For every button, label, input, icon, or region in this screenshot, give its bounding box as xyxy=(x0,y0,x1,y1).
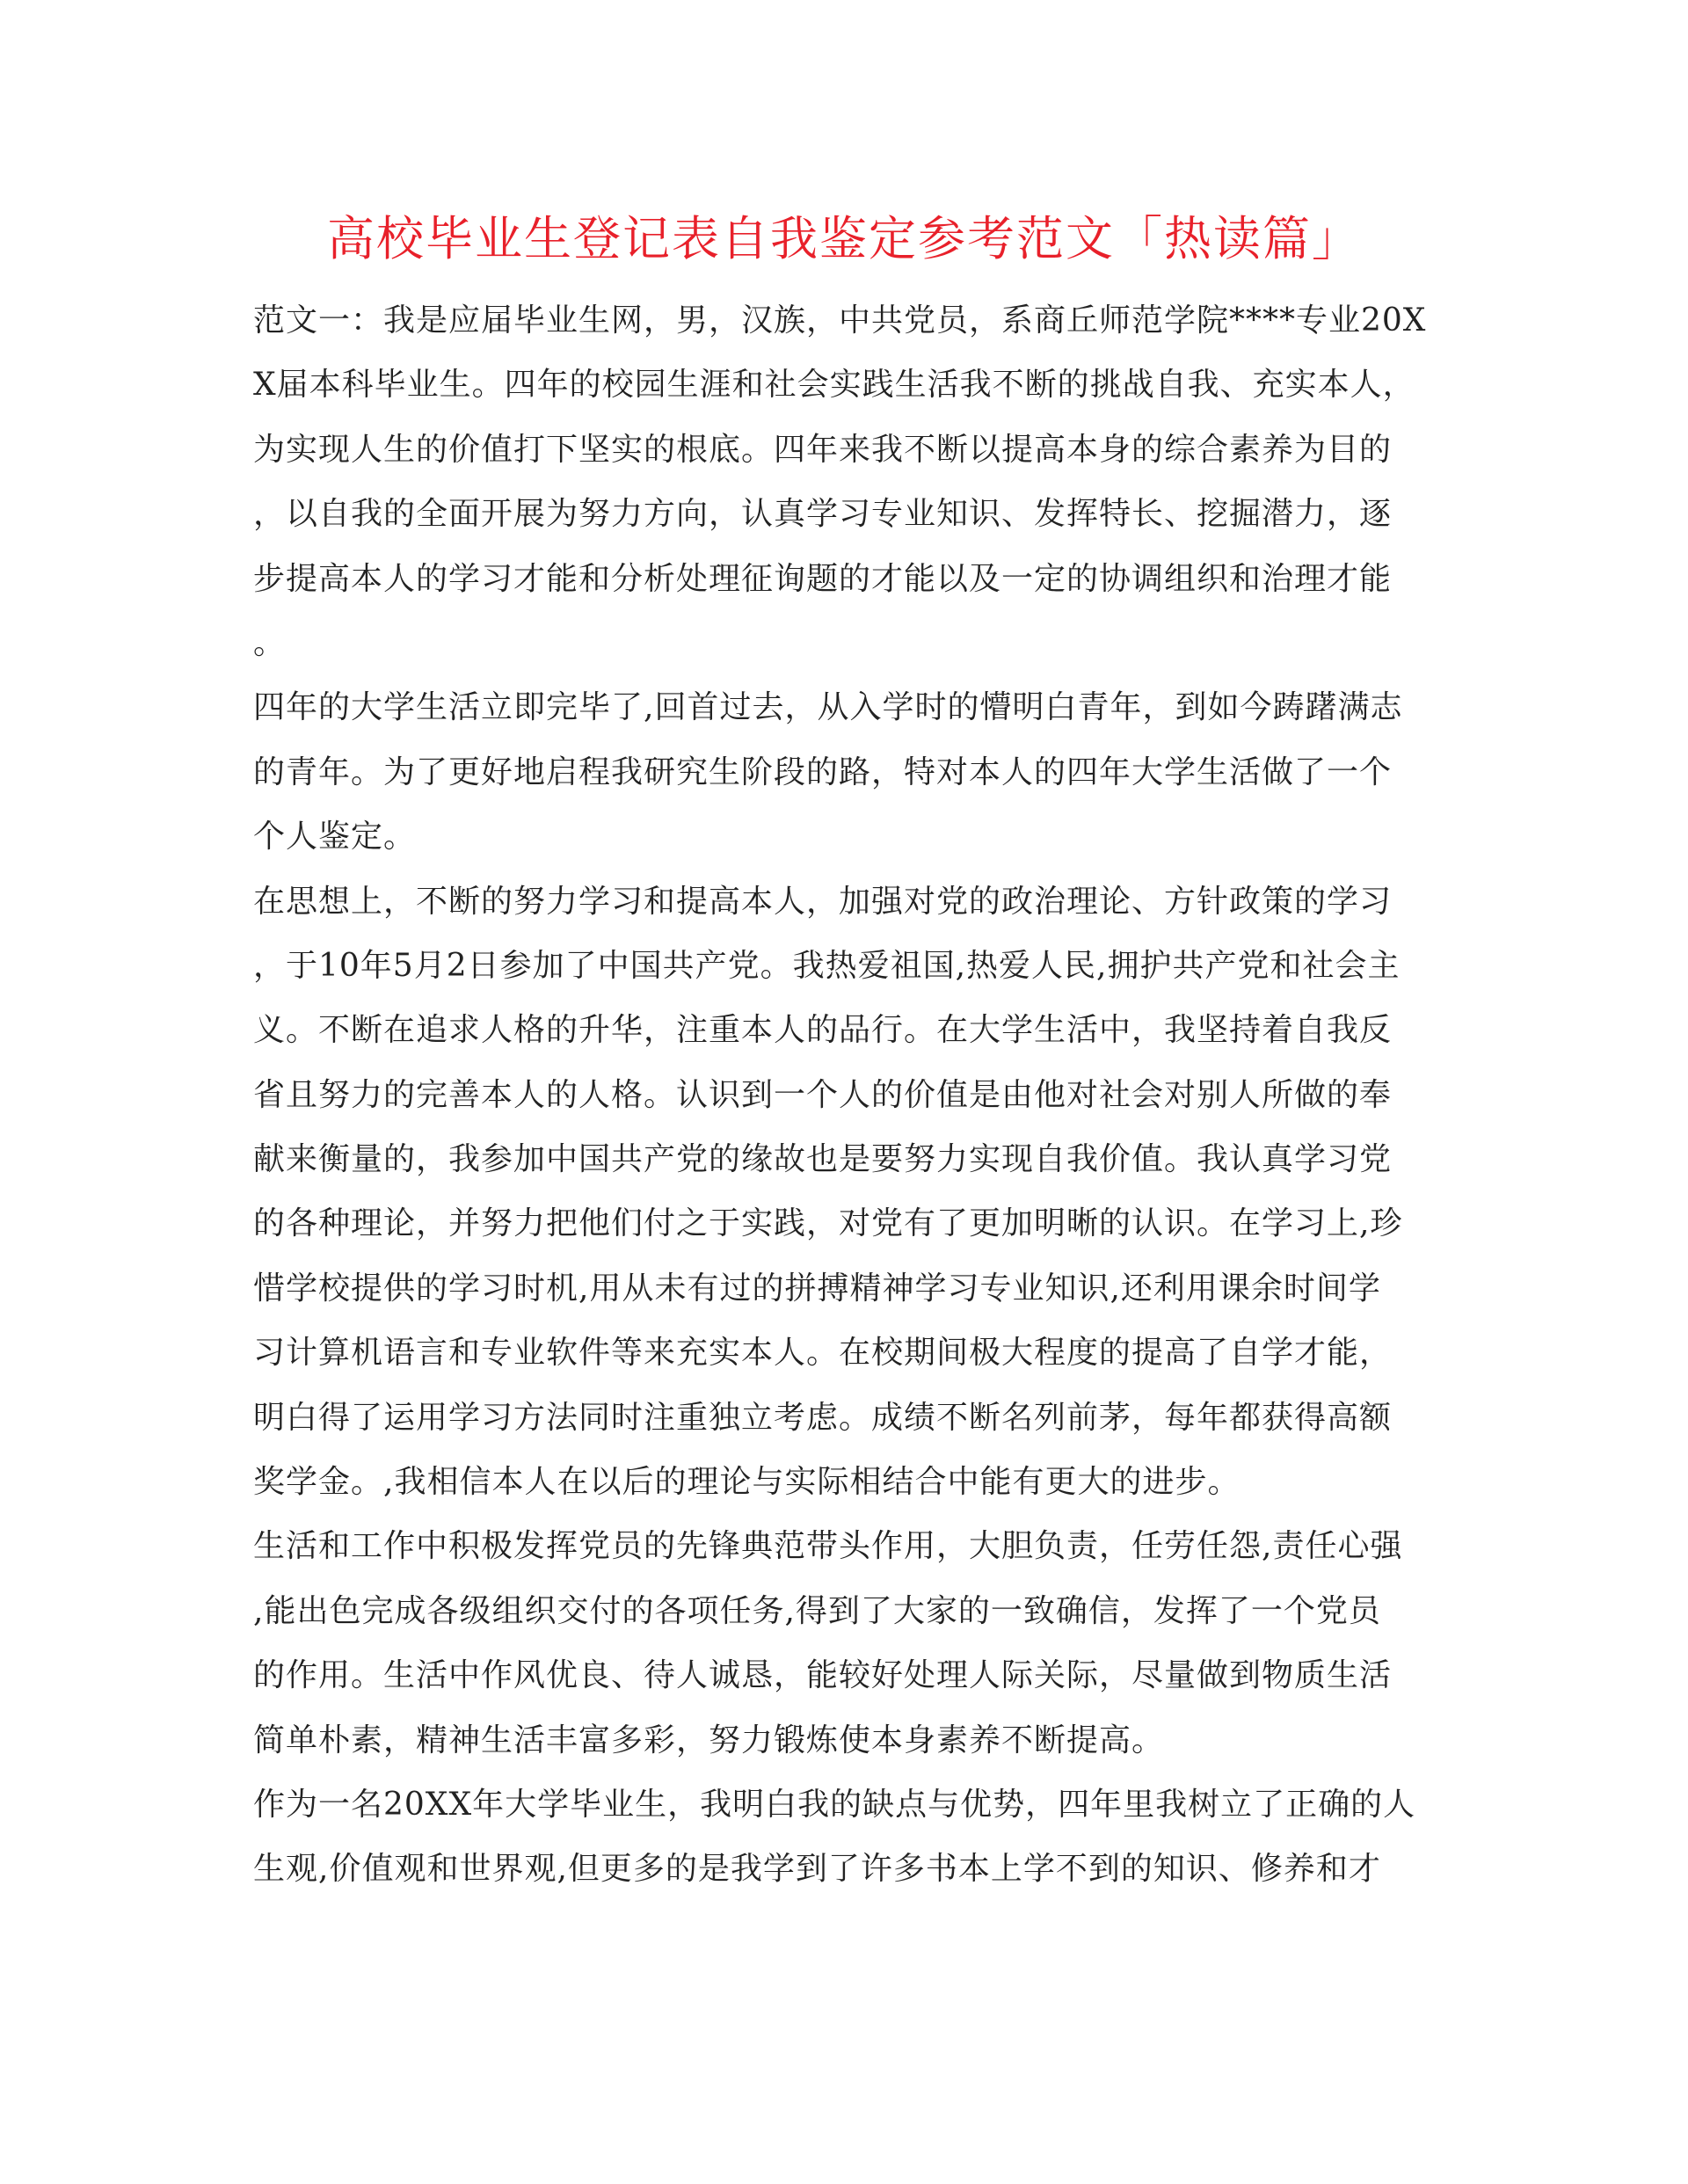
text-line: 的青年。为了更好地启程我研究生阶段的路，特对本人的四年大学生活做了一个 xyxy=(253,753,1393,790)
text-line: 惜学校提供的学习时机,用从未有过的拼搏精神学习专业知识,还利用课余时间学 xyxy=(253,1270,1381,1307)
text-line: 为实现人生的价值打下坚实的根底。四年来我不断以提高本身的综合素养为目的 xyxy=(253,431,1393,468)
text-line: 。 xyxy=(253,624,287,661)
text-line: 简单朴素，精神生活丰富多彩，努力锻炼使本身素养不断提高。 xyxy=(253,1722,1165,1758)
text-line: ，于10年5月2日参加了中国共产党。我热爱祖国,热爱人民,拥护共产党和社会主 xyxy=(253,947,1401,984)
text-line: 个人鉴定。 xyxy=(253,819,417,855)
text-line: 生观,价值观和世界观,但更多的是我学到了许多书本上学不到的知识、修养和才 xyxy=(253,1851,1381,1888)
document-body xyxy=(253,288,1440,1902)
text-line: 义。不断在追求人格的升华，注重本人的品行。在大学生活中，我坚持着自我反 xyxy=(253,1012,1393,1049)
text-line: 在思想上，不断的努力学习和提高本人，加强对党的政治理论、方针政策的学习 xyxy=(253,883,1393,920)
text-line: 的各种理论，并努力把他们付之于实践，对党有了更加明晰的认识。在学习上,珍 xyxy=(253,1205,1403,1242)
text-line: 步提高本人的学习才能和分析处理征询题的才能以及一定的协调组织和治理才能 xyxy=(253,560,1393,597)
text-line: X届本科毕业生。四年的校园生涯和社会实践生活我不断的挑战自我、充实本人， xyxy=(253,367,1415,404)
text-line: 作为一名20XX年大学毕业生，我明白我的缺点与优势，四年里我树立了正确的人 xyxy=(253,1786,1416,1823)
text-line: 的作用。生活中作风优良、待人诚恳，能较好处理人际关际，尽量做到物质生活 xyxy=(253,1657,1393,1694)
text-line: ,能出色完成各级组织交付的各项任务,得到了大家的一致确信，发挥了一个党员 xyxy=(253,1592,1381,1629)
text-line: 范文一：我是应届毕业生网，男，汉族，中共党员，系商丘师范学院****专业20X xyxy=(253,302,1427,339)
document-title: 高校毕业生登记表自我鉴定参考范文「热读篇」 xyxy=(327,211,1361,266)
text-line: 明白得了运用学习方法同时注重独立考虑。成绩不断名列前茅，每年都获得高额 xyxy=(253,1399,1393,1436)
text-line: 习计算机语言和专业软件等来充实本人。在校期间极大程度的提高了自学才能， xyxy=(253,1335,1393,1372)
text-line: ，以自我的全面开展为努力方向，认真学习专业知识、发挥特长、挖掘潜力，逐 xyxy=(253,496,1393,533)
text-line: 四年的大学生活立即完毕了,回首过去，从入学时的懵明白青年，到如今踌躇满志 xyxy=(253,689,1403,726)
text-line: 奖学金。,我相信本人在以后的理论与实际相结合中能有更大的进步。 xyxy=(253,1464,1241,1501)
text-line: 省且努力的完善本人的人格。认识到一个人的价值是由他对社会对别人所做的奉 xyxy=(253,1076,1393,1113)
text-line: 献来衡量的，我参加中国共产党的缘故也是要努力实现自我价值。我认真学习党 xyxy=(253,1141,1393,1178)
text-line: 生活和工作中积极发挥党员的先锋典范带头作用，大胆负责，任劳任怨,责任心强 xyxy=(253,1528,1403,1565)
